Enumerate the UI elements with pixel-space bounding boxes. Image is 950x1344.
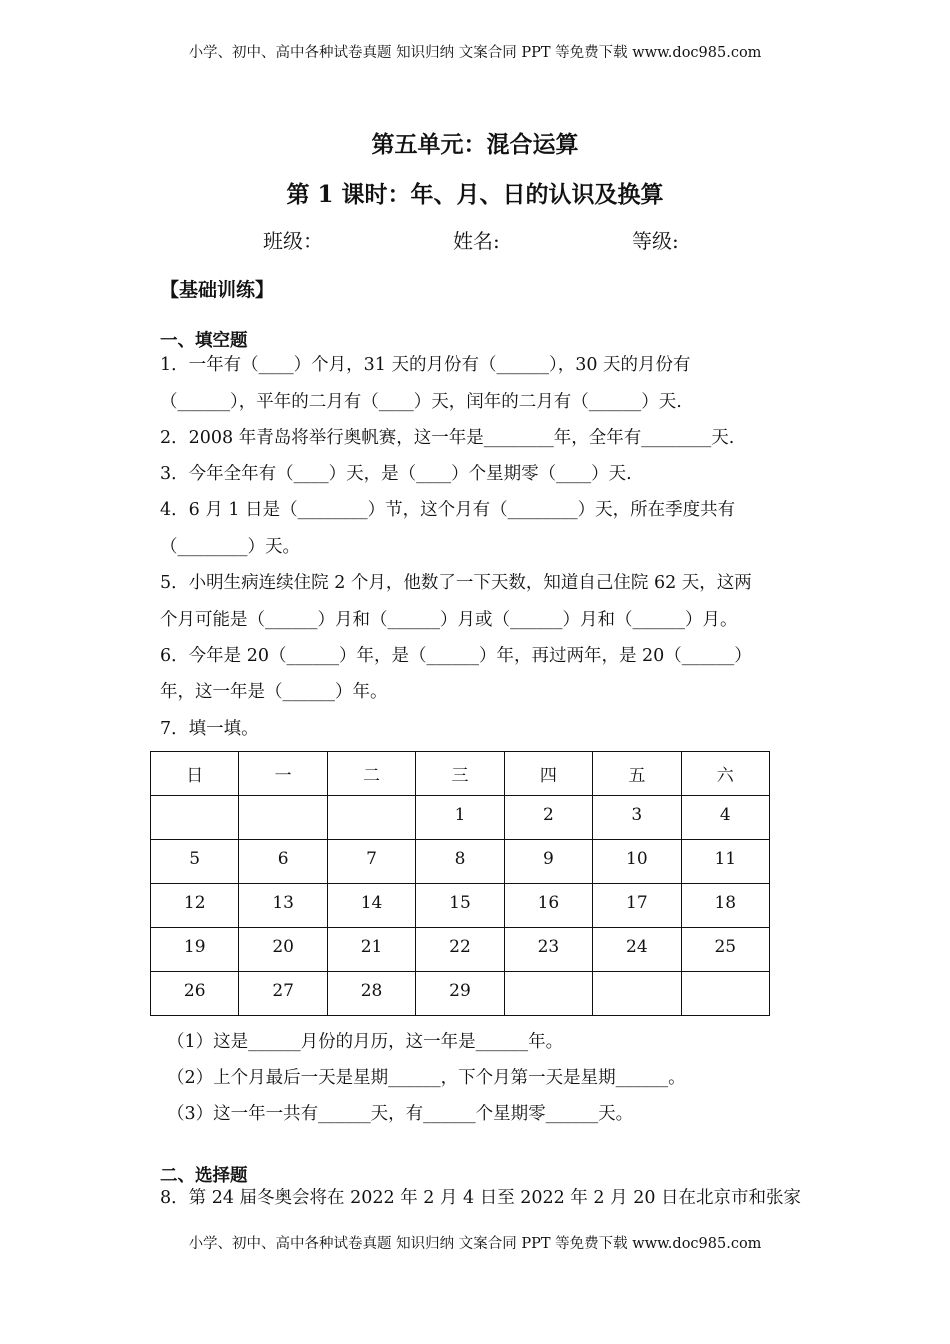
calendar-cell	[327, 796, 415, 840]
question-line: 1．一年有（____）个月，31 天的月份有（______），30 天的月份有	[160, 355, 691, 375]
question-line: 4．6 月 1 日是（________）节，这个月有（________）天，所在季度共有	[160, 500, 736, 520]
calendar-cell: 1	[416, 796, 504, 840]
question-line: （______），平年的二月有（____）天，闰年的二月有（______）天.	[160, 392, 682, 412]
calendar-cell: 19	[151, 928, 239, 972]
calendar-cell: 2	[504, 796, 592, 840]
class-label: 班级：	[263, 229, 323, 253]
calendar-cell: 13	[239, 884, 327, 928]
calendar-cell	[681, 972, 769, 1016]
question-line: 6．今年是 20（______）年，是（______）年，再过两年，是 20（______）	[160, 646, 752, 666]
calendar-cell: 6	[239, 840, 327, 884]
question-line: 2．2008 年青岛将举行奥帆赛，这一年是________年，全年有________天.	[160, 428, 735, 448]
grade-label: 等级:	[632, 229, 679, 253]
calendar-cell: 28	[327, 972, 415, 1016]
calendar-cell	[239, 796, 327, 840]
calendar-cell: 26	[151, 972, 239, 1016]
calendar-cell: 4	[681, 796, 769, 840]
calendar-cell: 五	[593, 752, 681, 796]
question-line: 7．填一填。	[160, 719, 259, 739]
calendar-week-row	[151, 972, 770, 1016]
calendar-cell: 10	[593, 840, 681, 884]
calendar-cell: 5	[151, 840, 239, 884]
question-line: （________）天。	[160, 537, 300, 557]
question-8: 8．第 24 届冬奥会将在 2022 年 2 月 4 日至 2022 年 2 月 20 日在北京市和张家	[160, 1188, 802, 1208]
calendar-cell: 3	[593, 796, 681, 840]
calendar-week-row	[151, 928, 770, 972]
calendar-cell: 14	[327, 884, 415, 928]
calendar-cell: 25	[681, 928, 769, 972]
section-basic-training: 【基础训练】	[160, 279, 275, 301]
lesson-subtitle: 第 1 课时：年、月、日的认识及换算	[286, 181, 664, 208]
question-line: 年，这一年是（______）年。	[160, 682, 388, 702]
sub-question: （1）这是______月份的月历，这一年是______年。	[167, 1032, 564, 1052]
calendar-cell: 23	[504, 928, 592, 972]
calendar-cell: 21	[327, 928, 415, 972]
calendar-cell: 12	[151, 884, 239, 928]
calendar-cell: 六	[681, 752, 769, 796]
calendar-week-row	[151, 884, 770, 928]
calendar-cell: 29	[416, 972, 504, 1016]
section-multiple-choice: 二、选择题	[160, 1166, 248, 1186]
calendar-cell: 日	[151, 752, 239, 796]
question-line: 个月可能是（______）月和（______）月或（______）月和（______）月。	[160, 610, 738, 630]
calendar-cell: 一	[239, 752, 327, 796]
sub-question: （2）上个月最后一天是星期______，下个月第一天是星期______。	[167, 1068, 686, 1088]
calendar-week-row	[151, 796, 770, 840]
calendar-cell: 16	[504, 884, 592, 928]
page-header: 小学、初中、高中各种试卷真题 知识归纳 文案合同 PPT 等免费下载 www.doc985.com	[188, 45, 762, 61]
calendar-cell: 15	[416, 884, 504, 928]
calendar-week-row	[151, 840, 770, 884]
calendar-cell: 9	[504, 840, 592, 884]
page-footer: 小学、初中、高中各种试卷真题 知识归纳 文案合同 PPT 等免费下载 www.doc985.com	[188, 1236, 762, 1252]
section-fill-blank: 一、填空题	[160, 331, 248, 351]
calendar-cell	[593, 972, 681, 1016]
calendar-cell: 22	[416, 928, 504, 972]
calendar-table	[150, 751, 770, 1016]
calendar-cell: 18	[681, 884, 769, 928]
calendar-cell: 7	[327, 840, 415, 884]
calendar-cell: 8	[416, 840, 504, 884]
calendar-cell: 20	[239, 928, 327, 972]
page-title: 第五单元：混合运算	[371, 131, 579, 158]
question-line: 3．今年全年有（____）天，是（____）个星期零（____）天.	[160, 464, 632, 484]
calendar-cell	[504, 972, 592, 1016]
calendar-cell: 二	[327, 752, 415, 796]
calendar-cell: 24	[593, 928, 681, 972]
calendar-header-row	[151, 752, 770, 796]
calendar-cell: 三	[416, 752, 504, 796]
calendar-cell: 17	[593, 884, 681, 928]
sub-question: （3）这一年一共有______天，有______个星期零______天。	[167, 1104, 634, 1124]
name-label: 姓名:	[453, 229, 500, 253]
calendar-cell: 四	[504, 752, 592, 796]
question-line: 5．小明生病连续住院 2 个月，他数了一下天数，知道自己住院 62 天，这两	[160, 573, 752, 593]
calendar-cell	[151, 796, 239, 840]
calendar-cell: 11	[681, 840, 769, 884]
calendar-cell: 27	[239, 972, 327, 1016]
